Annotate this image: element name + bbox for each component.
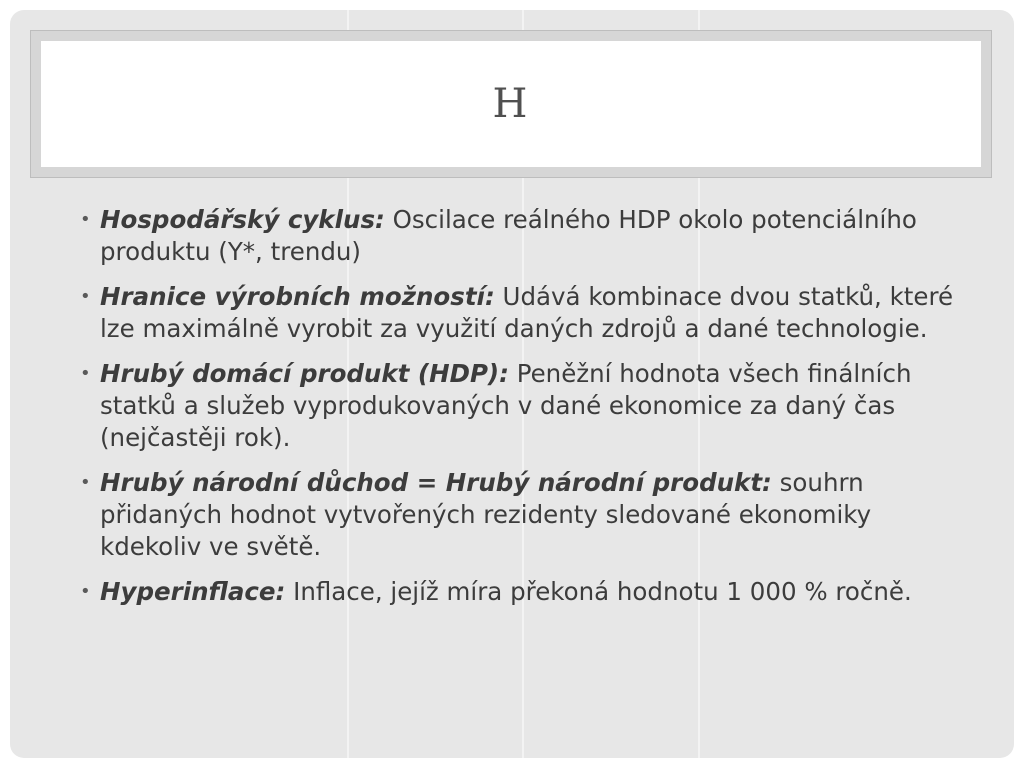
bullet-icon: • [80, 286, 91, 307]
title-frame [30, 30, 992, 178]
bullet-list [80, 204, 970, 621]
term-label: Hrubý národní důchod = Hrubý národní produkt: [100, 468, 772, 497]
bullet-icon: • [80, 472, 91, 493]
title-box [41, 41, 981, 167]
term-definition: Inflace, jejíž míra překoná hodnotu 1 000 % ročně. [285, 577, 912, 606]
bullet-icon: • [80, 581, 91, 602]
term-label: Hrubý domácí produkt (HDP): [100, 359, 509, 388]
term-definition: Oscilace reálného HDP okolo potenciálního produktu (Y*, trendu) [100, 205, 917, 266]
bullet-icon: • [80, 363, 91, 384]
slide [10, 10, 1014, 758]
list-item [80, 281, 970, 345]
bullet-icon: • [80, 209, 91, 230]
list-item [80, 204, 970, 268]
term-definition: Udává kombinace dvou statků, které lze maximálně vyrobit za využití daných zdrojů a dané technologie. [100, 282, 954, 343]
list-item [80, 576, 970, 608]
list-item [80, 467, 970, 563]
list-item [80, 358, 970, 454]
term-definition: souhrn přidaných hodnot vytvořených rezidenty sledované ekonomiky kdekoliv ve světě. [100, 468, 872, 561]
term-label: Hospodářský cyklus: [100, 205, 385, 234]
term-label: Hyperinflace: [100, 577, 286, 606]
term-definition: Peněžní hodnota všech finálních statků a služeb vyprodukovaných v dané ekonomice za daný čas (nejčastěji rok). [100, 359, 912, 452]
term-label: Hranice výrobních možností: [100, 282, 495, 311]
slide-title: H [492, 81, 530, 127]
